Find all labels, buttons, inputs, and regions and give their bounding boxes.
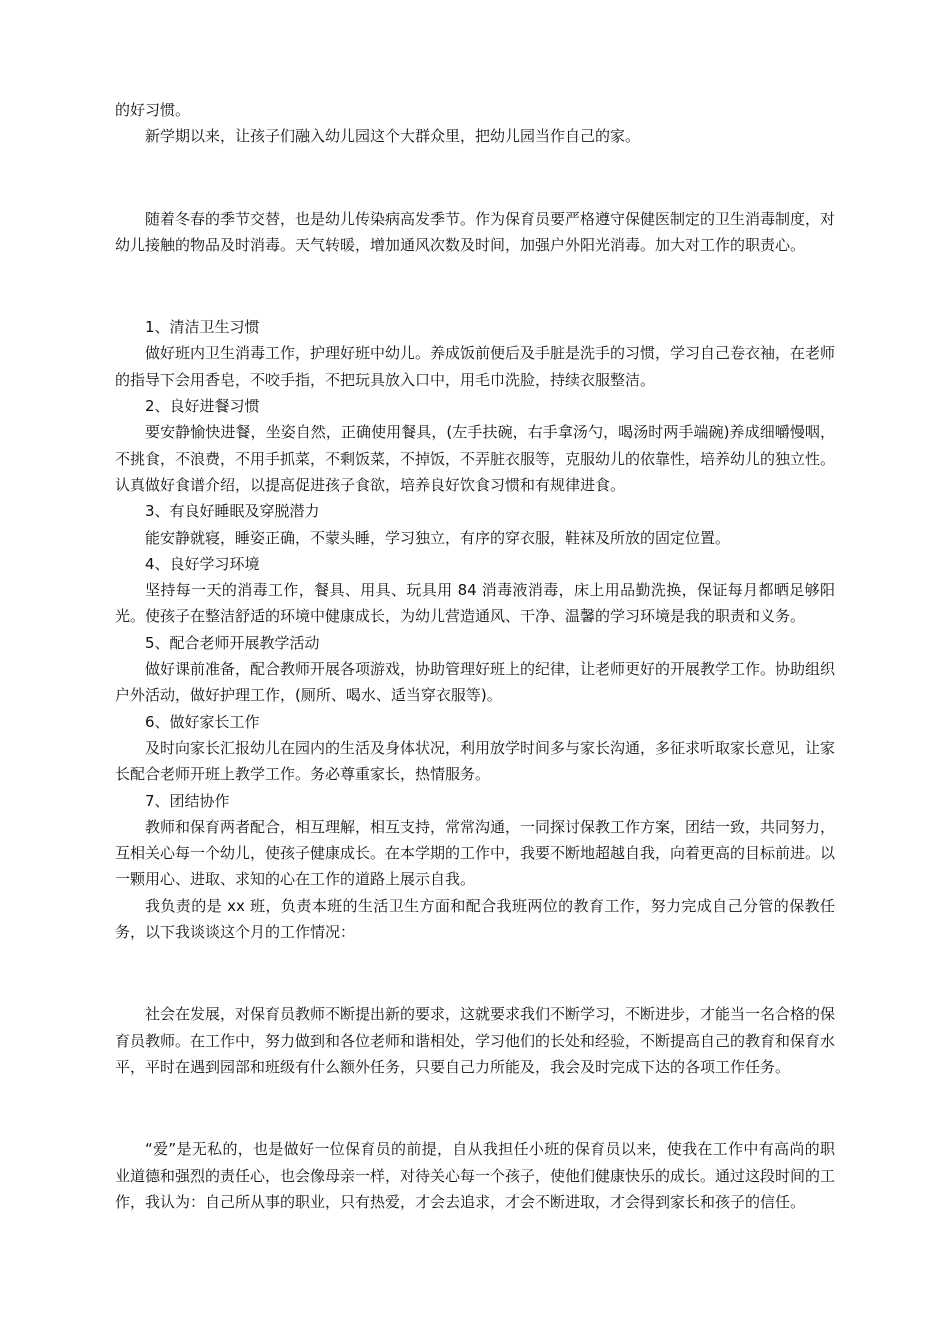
document-page [115, 97, 835, 1215]
paragraph: 及时向家长汇报幼儿在园内的生活及身体状况，利用放学时间多与家长沟通，多征求听取家长意见，让家长配合老师开班上教学工作。务必尊重家长，热情服务。 [115, 738, 836, 784]
paragraph-spacer [115, 273, 835, 299]
paragraph: 做好班内卫生消毒工作，护理好班中幼儿。养成饭前便后及手脏是洗手的习惯，学习自己卷衣袖，在老师的指导下会用香皂，不咬手指，不把玩具放入口中，用毛巾洗脸，持续衣服整洁。 [115, 344, 836, 389]
paragraph: 1、清洁卫生习惯 [145, 318, 260, 337]
paragraph: 做好课前准备，配合教师开展各项游戏，协助管理好班上的纪律，让老师更好的开展教学工作。协助组织户外活动，做好护理工作，(厕所、喝水、适当穿衣服等)。 [115, 660, 836, 705]
paragraph: 随着冬春的季节交替，也是幼儿传染病高发季节。作为保育员要严格遵守保健医制定的卫生消毒制度，对幼儿接触的物品及时消毒。天气转暖，增加通风次数及时间，加强户外阳光消毒。加大对工作的职责心。 [115, 209, 836, 254]
paragraph-spacer [115, 1095, 835, 1121]
paragraph: 6、做好家长工作 [145, 712, 260, 731]
paragraph: 教师和保育两者配合，相互理解，相互支持，常常沟通，一同探讨保教工作方案，团结一致，共同努力，互相关心每一个幼儿，使孩子健康成长。在本学期的工作中，我要不断地超越自我，向着更高的目标前进。以一颗用心、进取、求知的心在工作的道路上展示自我。 [115, 817, 836, 889]
paragraph: 新学期以来，让孩子们融入幼儿园这个大群众里，把幼儿园当作自己的家。 [145, 127, 641, 146]
paragraph: 2、良好进餐习惯 [145, 397, 260, 416]
paragraph: 社会在发展，对保育员教师不断提出新的要求，这就要求我们不断学习，不断进步，才能当一名合格的保育员教师。在工作中，努力做到和各位老师和谐相处，学习他们的长处和经验，不断提高自己的教育和保育水平，平时在遇到园部和班级有什么额外任务，只要自己力所能及，我会及时完成下达的各项工作任务。 [115, 1005, 836, 1076]
paragraph: 能安静就寝，睡姿正确，不蒙头睡，学习独立，有序的穿衣服，鞋袜及所放的固定位置。 [145, 528, 731, 547]
paragraph: 的好习惯。 [115, 101, 191, 119]
paragraph: 4、良好学习环境 [145, 554, 260, 573]
paragraph: 坚持每一天的消毒工作，餐具、用具、玩具用 84 消毒液消毒，床上用品勤洗换，保证每月都晒足够阳光。使孩子在整洁舒适的环境中健康成长，为幼儿营造通风、干净、温馨的学习环境是我的职责和义务。 [115, 581, 835, 626]
paragraph: 7、团结协作 [145, 791, 230, 810]
paragraph: 我负责的是 xx 班，负责本班的生活卫生方面和配合我班两位的教育工作，努力完成自己分管的保教任务，以下我谈谈这个月的工作情况： [115, 896, 835, 942]
paragraph: 3、有良好睡眠及穿脱潜力 [145, 502, 320, 521]
paragraph-spacer [115, 165, 835, 191]
paragraph: 5、配合老师开展教学活动 [145, 633, 320, 652]
paragraph: 要安静愉快进餐，坐姿自然，正确使用餐具，(左手扶碗，右手拿汤勺，喝汤时两手端碗)养成细嚼慢咽，不挑食，不浪费，不用手抓菜，不剩饭菜，不掉饭，不弄脏衣服等，克服幼儿的依靠性，培养幼儿的独立性。认真做好食谱介绍，以提高促进孩子食欲，培养良好饮食习惯和有规律进食。 [115, 423, 836, 494]
paragraph: “爱”是无私的，也是做好一位保育员的前提，自从我担任小班的保育员以来，使我在工作中有高尚的职业道德和强烈的责任心，也会像母亲一样，对待关心每一个孩子，使他们健康快乐的成长。通过这段时间的工作，我认为：自己所从事的职业，只有热爱，才会去追求，才会不断进取，才会得到家长和孩子的信任。 [115, 1140, 836, 1211]
paragraph-spacer [115, 960, 835, 986]
